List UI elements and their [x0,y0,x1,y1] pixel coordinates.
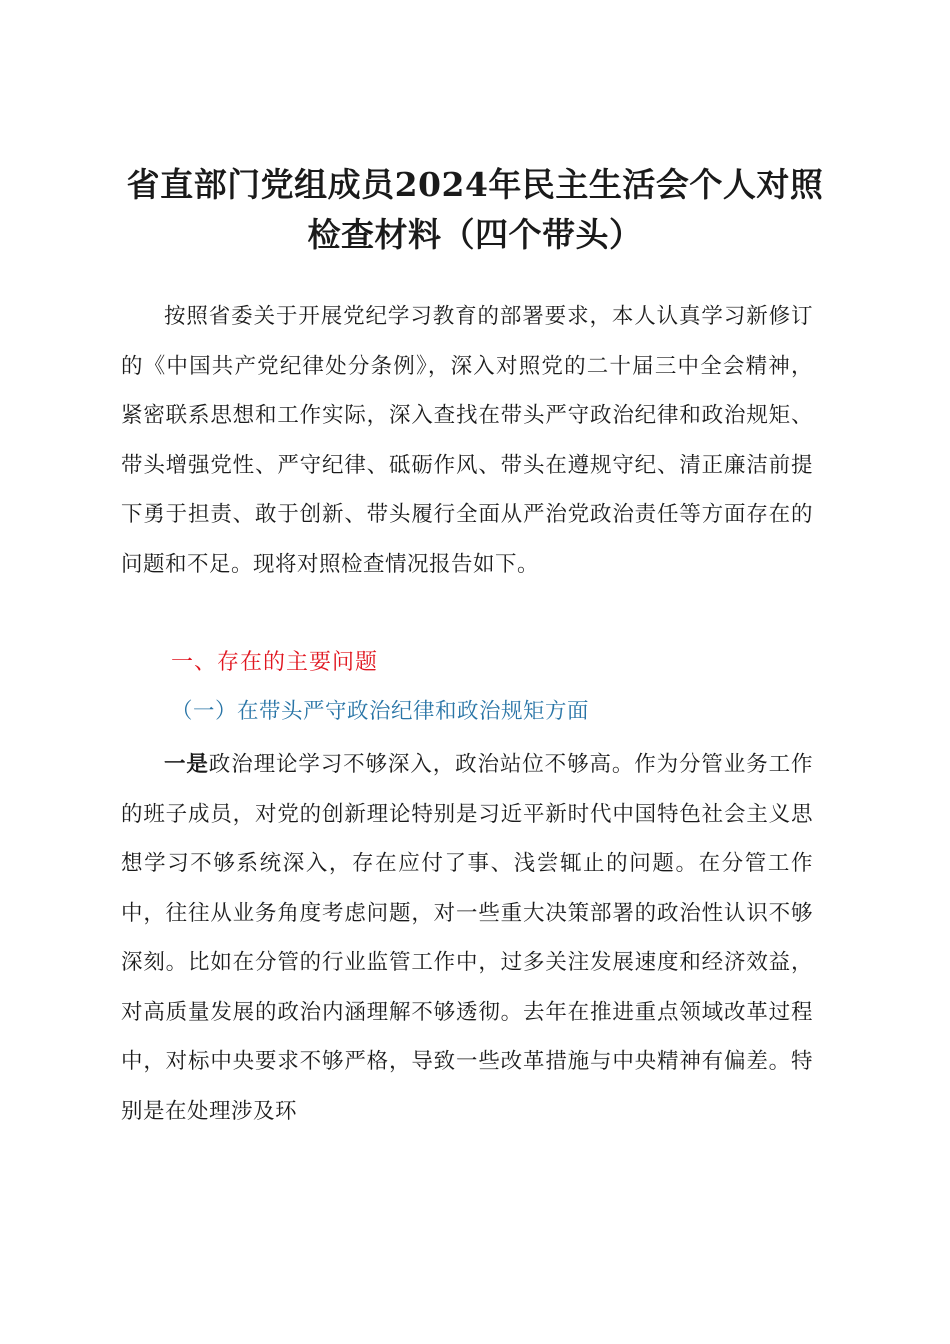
point-paragraph-block [121,740,813,1136]
point-text: 政治理论学习不够深入，政治站位不够高。作为分管业务工作的班子成员，对党的创新理论特别是习近平新时代中国特色社会主义思想学习不够系统深入，存在应付了事、浅尝辄止的问题。在分管工作中，往往从业务角度考虑问题，对一些重大决策部署的政治性认识不够深刻。比如在分管的行业监管工作中，过多关注发展速度和经济效益，对高质量发展的政治内涵理解不够透彻。去年在推进重点领域改革过程中，对标中央要求不够严格，导致一些改革措施与中央精神有偏差。特别是在处理涉及环 [121,752,813,1124]
intro-paragraph: 按照省委关于开展党纪学习教育的部署要求，本人认真学习新修订的《中国共产党纪律处分条例》，深入对照党的二十届三中全会精神，紧密联系思想和工作实际，深入查找在带头严守政治纪律和政治规矩、带头增强党性、严守纪律、砥砺作风、带头在遵规守纪、清正廉洁前提下勇于担责、敢于创新、带头履行全面从严治党政治责任等方面存在的问题和不足。现将对照检查情况报告如下。 [121,304,813,577]
point-lead: 一是 [164,752,209,777]
subsection-heading: （一）在带头严守政治纪律和政治规矩方面 [171,699,590,724]
section-heading: 一、存在的主要问题 [171,650,379,675]
title-line-1: 省直部门党组成员2024年民主生活会个人对照 [126,165,824,204]
intro-paragraph-block [121,292,813,589]
document-title [100,160,850,260]
title-line-2: 检查材料（四个带头） [307,215,643,254]
point-paragraph [121,740,813,1136]
